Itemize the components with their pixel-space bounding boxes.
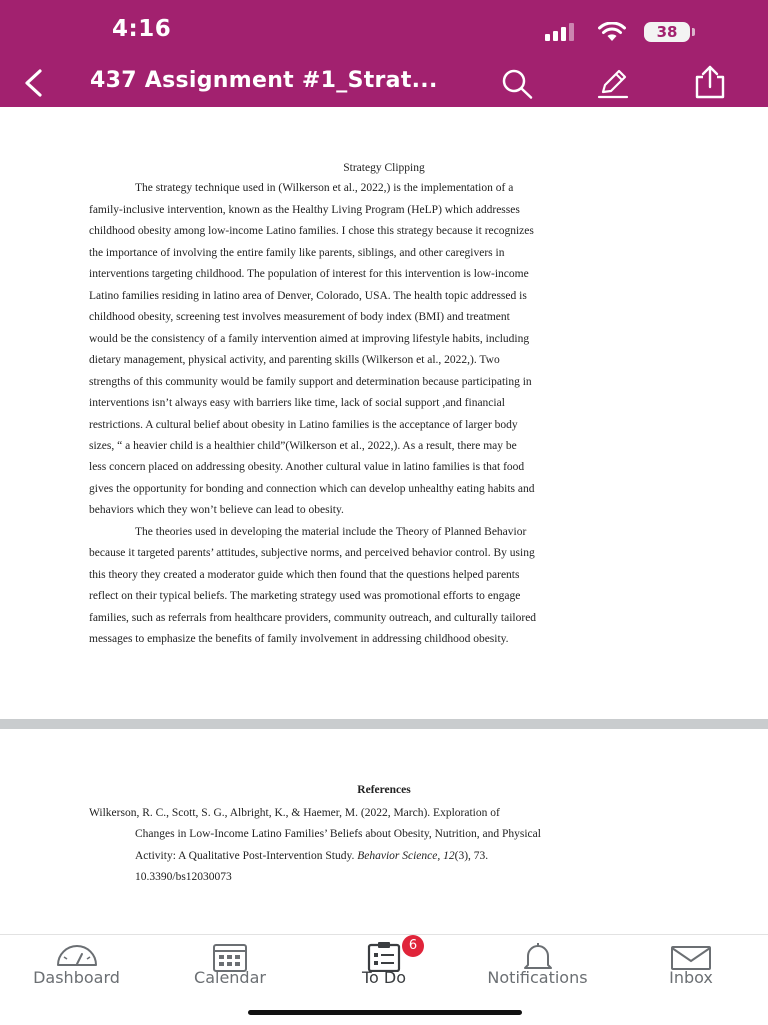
annotate-pen-icon[interactable] (596, 68, 630, 100)
todo-count-badge: 6 (402, 935, 424, 957)
paragraph-line: the importance of involving the entire family like parents, siblings, and other caregivers in (89, 247, 505, 259)
status-time: 4:16 (112, 16, 172, 42)
nav-item-inbox[interactable] (614, 935, 768, 1005)
paragraph-line: The strategy technique used in (Wilkerson et al., 2022,) is the implementation of a (135, 182, 514, 194)
signal-icon (545, 23, 577, 41)
reference-doi: 10.3390/bs12030073 (135, 871, 232, 883)
share-icon[interactable] (692, 64, 728, 100)
battery-tip (692, 28, 695, 36)
dashboard-gauge-icon (55, 942, 99, 968)
document-page-2 (0, 729, 768, 934)
references-heading: References (357, 784, 411, 796)
search-icon[interactable] (500, 68, 534, 100)
document-page-1 (0, 107, 768, 719)
app-header (0, 0, 768, 107)
paragraph-line: reflect on their typical beliefs. The marketing strategy used was promotional efforts to engage (89, 590, 521, 602)
home-indicator (248, 1010, 522, 1015)
paragraph-line: The theories used in developing the material include the Theory of Planned Behavior (135, 526, 527, 538)
paragraph-line: childhood obesity, screening test involves measurement of body index (BMI) and treatment (89, 311, 510, 323)
paragraph-line: sizes, “ a heavier child is a healthier child”(Wilkerson et al., 2022,). As a result, there may be (89, 440, 517, 452)
paragraph-line: interventions targeting childhood. The population of interest for this intervention is low-income (89, 268, 529, 280)
nav-item-dashboard[interactable] (0, 935, 153, 1005)
paragraph-line: because it targeted parents’ attitudes, subjective norms, and perceived behavior control. By using (89, 547, 535, 559)
nav-item-calendar[interactable] (153, 935, 307, 1005)
wifi-icon (598, 22, 626, 42)
paragraph-line: this theory they created a moderator guide which then found that the questions helped parents (89, 569, 520, 581)
paragraph-line: dietary management, physical activity, and parenting skills (Wilkerson et al., 2022,). Two (89, 354, 500, 366)
reference-line (135, 849, 488, 863)
paragraph-line: families, such as referrals from healthcare providers, community outreach, and culturally tailored (89, 612, 537, 624)
nav-label: To Do (361, 968, 407, 987)
reference-text: (3), 73. (454, 850, 489, 862)
paragraph-line: childhood obesity among low-income Latino families. I chose this strategy because it recognizes (89, 225, 534, 237)
reference-line: Changes in Low-Income Latino Families’ Beliefs about Obesity, Nutrition, and Physical (135, 828, 541, 840)
paragraph-line: less concern placed on addressing obesity. Another cultural value in latino families is that food (89, 461, 525, 473)
back-chevron-icon[interactable] (20, 68, 46, 98)
paragraph-line: would be the consistency of a family intervention aimed at improving lifestyle habits, including (89, 333, 530, 345)
paragraph-line: messages to emphasize the benefits of family involvement in addressing childhood obesity. (89, 633, 509, 645)
nav-label: Inbox (669, 968, 713, 987)
nav-label: Calendar (194, 968, 266, 987)
journal-title: Behavior Science, 12 (357, 850, 455, 862)
battery-indicator: 38 (644, 22, 690, 42)
paragraph-line: interventions isn’t always easy with barriers like time, lack of social support ,and financial (89, 397, 505, 409)
document-title: 437 Assignment #1_Strat... (90, 68, 438, 93)
reference-line: Wilkerson, R. C., Scott, S. G., Albright, K., & Haemer, M. (2022, March). Exploration of (89, 807, 500, 819)
paragraph-line: Latino families residing in latino area of Denver, Colorado, USA. The health topic addressed is (89, 290, 527, 302)
paragraph-line: strengths of this community would be family support and determination because participating in (89, 376, 532, 388)
nav-label: Notifications (487, 968, 588, 987)
paragraph-line: gives the opportunity for bonding and connection which can develop unhealthy eating habits and (89, 483, 535, 495)
nav-item-notifications[interactable] (461, 935, 614, 1005)
section-heading: Strategy Clipping (343, 162, 425, 174)
nav-label: Dashboard (33, 968, 120, 987)
reference-text: Activity: A Qualitative Post-Intervention Study. (135, 850, 358, 862)
paragraph-line: behaviors which they won’t believe can lead to obesity. (89, 504, 344, 516)
page-separator (0, 719, 768, 729)
paragraph-line: restrictions. A cultural belief about obesity in Latino families is the acceptance of larger body (89, 419, 518, 431)
paragraph-line: family-inclusive intervention, known as the Healthy Living Program (HeLP) which addresses (89, 204, 520, 216)
nav-item-todo[interactable] (307, 935, 461, 1005)
